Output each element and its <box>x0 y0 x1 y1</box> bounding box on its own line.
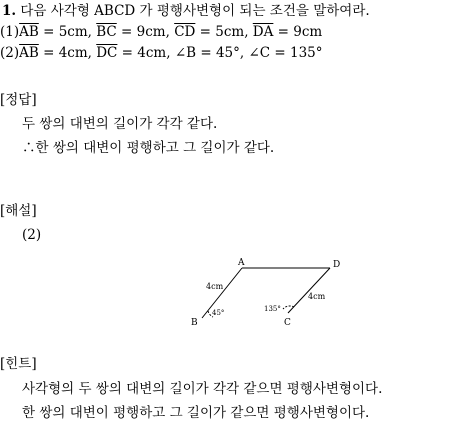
explanation-heading: [해설] <box>0 203 37 219</box>
side-dc <box>288 268 330 313</box>
angle-conditions: ∠B = 45°, ∠C = 135° <box>174 45 323 61</box>
answer-line-2: ∴한 쌍의 대변이 평행하고 그 길이가 같다. <box>22 140 275 156</box>
case-2 <box>0 45 323 61</box>
vertex-d-label: D <box>333 260 341 270</box>
parallelogram-figure <box>180 253 350 333</box>
vertex-b-label: B <box>191 318 198 328</box>
vertex-c-label: C <box>284 318 291 328</box>
segment-da: $\overline{DA}$ <box>252 24 274 40</box>
vertex-a-label: A <box>238 258 245 268</box>
segment-ab: $\overline{AB}$ <box>19 45 39 61</box>
problem-number: 1. <box>2 3 17 19</box>
hint-line-2: 한 쌍의 대변이 평행하고 그 길이가 같으면 평행사변형이다. <box>22 405 370 421</box>
case-2-label: (2) <box>0 45 20 61</box>
segment-cd: $\overline{CD}$ <box>174 24 196 40</box>
explanation-sub: (2) <box>22 227 42 243</box>
hint-line-1: 사각형의 두 쌍의 대변의 길이가 각각 같으면 평행사변형이다. <box>22 381 383 397</box>
segment-cd-value: = 5cm, <box>195 24 253 40</box>
hint-heading: [힌트] <box>0 356 37 372</box>
problem-statement: 다음 사각형 ABCD 가 평행사변형이 되는 조건을 말하여라. <box>20 3 370 19</box>
segment-bc-value: = 9cm, <box>116 24 175 40</box>
case-1 <box>0 24 322 40</box>
segment-bc: $\overline{BC}$ <box>96 24 117 40</box>
segment-ab-value: = 4cm, <box>38 45 97 61</box>
segment-ab: $\overline{AB}$ <box>19 24 39 40</box>
answer-line-1: 두 쌍의 대변의 길이가 각각 같다. <box>22 116 218 132</box>
answer-heading: [정답] <box>0 92 37 108</box>
segment-dc-value: = 4cm, <box>117 45 175 61</box>
angle-c-value: 135° <box>264 305 281 313</box>
case-1-label: (1) <box>0 24 20 40</box>
segment-ab-value: = 5cm, <box>38 24 97 40</box>
angle-b-value: 45° <box>212 309 225 317</box>
segment-dc: $\overline{DC}$ <box>96 45 118 61</box>
side-dc-length: 4cm <box>308 292 326 301</box>
side-ab-length: 4cm <box>206 282 224 291</box>
problem-line <box>2 3 370 19</box>
segment-da-value: = 9cm <box>273 24 323 40</box>
